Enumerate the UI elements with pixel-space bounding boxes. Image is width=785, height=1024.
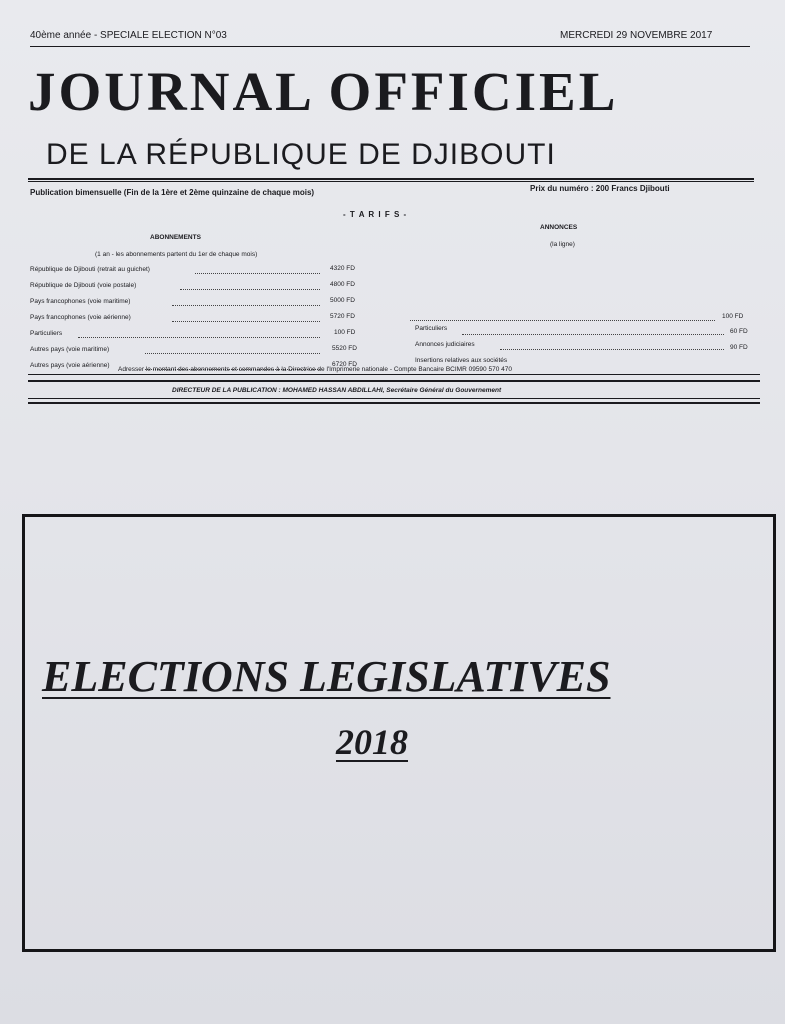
abonnement-label: Pays francophones (voie maritime) — [30, 298, 131, 305]
annonce-label: Annonces judiciaires — [415, 341, 475, 348]
issue-date: MERCREDI 29 NOVEMBRE 2017 — [560, 30, 713, 41]
abonnement-label: Autres pays (voie maritime) — [30, 346, 110, 353]
tarifs-rule — [28, 374, 760, 375]
publication-frequency: Publication bimensuelle (Fin de la 1ère et 2ème quinzaine de chaque mois) — [30, 188, 315, 197]
address-rule — [28, 380, 760, 382]
abonnement-price: 5520 FD — [332, 345, 357, 352]
abonnement-label: République de Djibouti (voie postale) — [30, 282, 137, 289]
title-rule-thin — [28, 181, 754, 182]
tarifs-heading: - T A R I F S - — [343, 210, 408, 219]
abonnement-label: Autres pays (voie aérienne) — [30, 362, 110, 369]
abonnements-note: (1 an - les abonnements partent du 1er de chaque mois) — [95, 251, 258, 258]
abonnements-heading: ABONNEMENTS — [150, 234, 201, 241]
director-line: DIRECTEUR DE LA PUBLICATION : MOHAMED HASSAN ABDILLAHI, Secrétaire Général du Gouvernement — [172, 387, 502, 394]
abonnement-price: 100 FD — [334, 329, 356, 336]
abonnement-price: 6720 FD — [332, 361, 357, 368]
headline: ELECTIONS LEGISLATIVES — [42, 652, 611, 701]
abonnement-price: 5000 FD — [330, 297, 355, 304]
payment-address: Adresser le montant des abonnements et commandes à la Directrice de l'Imprimerie nationale - Compte Bancaire BCIMR 09590 570 470 — [118, 366, 512, 373]
abonnement-price: 4800 FD — [330, 281, 355, 288]
bottom-rule — [28, 398, 760, 399]
annonce-label: Insertions relatives aux sociétés — [415, 357, 508, 364]
abonnement-label: Particuliers — [30, 330, 63, 337]
journal-title: JOURNAL OFFICIEL — [28, 61, 619, 122]
bottom-rule-thick — [28, 402, 760, 404]
annonce-price: 90 FD — [730, 344, 748, 351]
annonce-label: Particuliers — [415, 325, 448, 332]
abonnement-price: 5720 FD — [330, 313, 355, 320]
abonnement-label: Pays francophones (voie aérienne) — [30, 314, 131, 321]
annonces-note: (la ligne) — [550, 241, 575, 248]
headline-year: 2018 — [336, 722, 408, 762]
annonce-price: 60 FD — [730, 328, 748, 335]
annonce-price: 100 FD — [722, 313, 744, 320]
title-rule — [28, 178, 754, 180]
journal-subtitle: DE LA RÉPUBLIQUE DE DJIBOUTI — [46, 138, 556, 171]
top-rule — [30, 46, 750, 47]
abonnement-label: République de Djibouti (retrait au guichet) — [30, 266, 150, 273]
annonces-heading: ANNONCES — [540, 224, 578, 231]
edition-label: 40ème année - SPECIALE ELECTION N°03 — [30, 30, 227, 41]
issue-price: Prix du numéro : 200 Francs Djibouti — [530, 184, 670, 193]
abonnement-price: 4320 FD — [330, 265, 355, 272]
